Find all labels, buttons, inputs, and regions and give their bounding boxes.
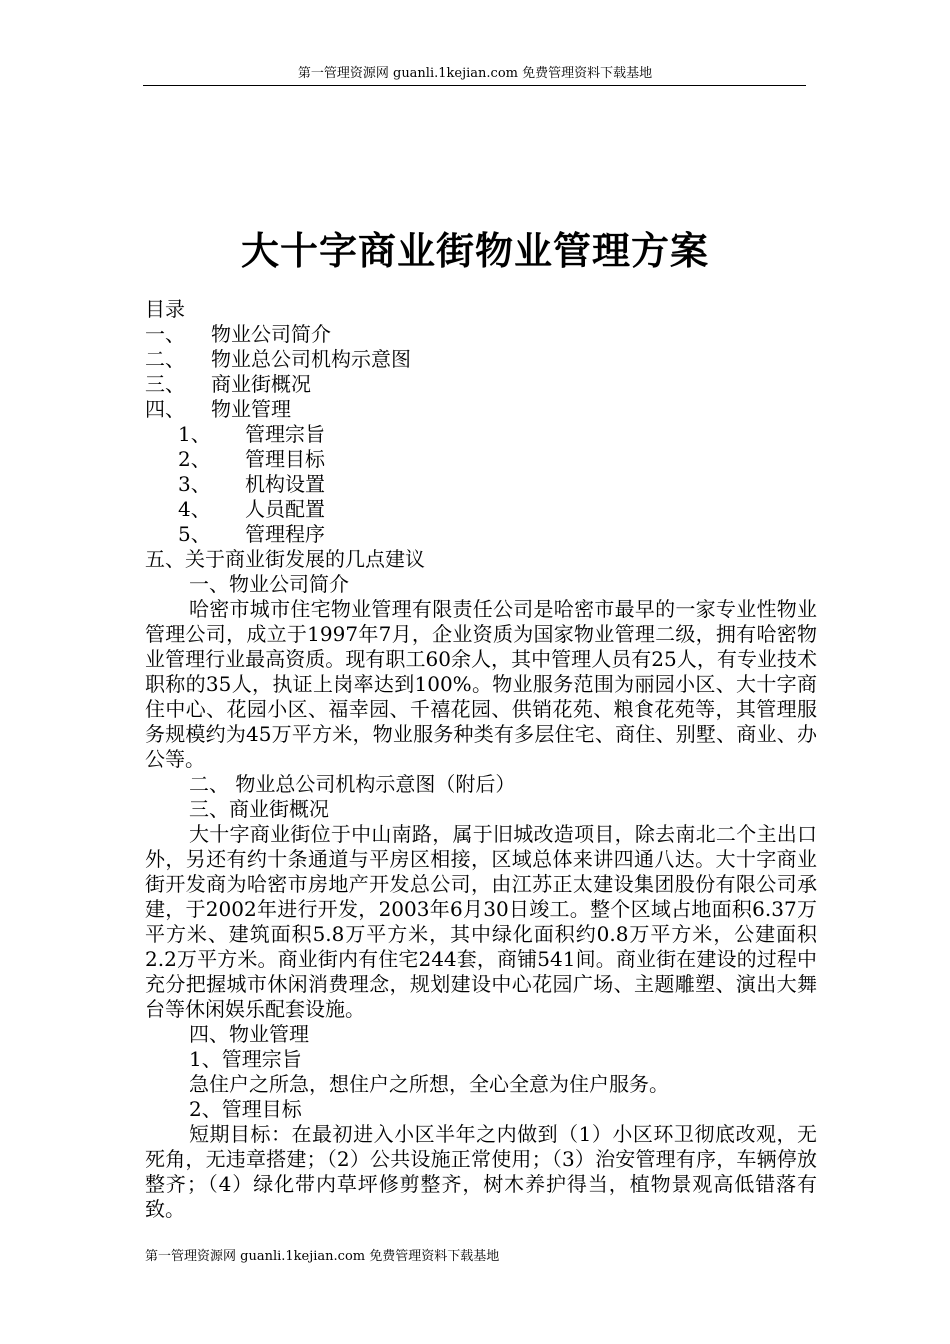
toc-subitem-text: 管理目标 <box>245 447 325 471</box>
toc-subitem-number: 4、 <box>178 497 211 521</box>
toc-item-number: 三、 <box>145 372 185 396</box>
toc-item <box>145 322 817 347</box>
page-header: 第一管理资源网 guanli.1kejian.com 免费管理资料下载基地 <box>297 66 653 81</box>
toc-subitem <box>145 497 817 522</box>
toc-item-number: 一、 <box>145 322 185 346</box>
paragraph-short-term-goals: 短期目标：在最初进入小区半年之内做到（1）小区环卫彻底改观，无死角，无违章搭建；（2）公共设施正常使用；（3）治安管理有序，车辆停放整齐；（4）绿化带内草坪修剪整齐，树木养护得当，植物景观高低错落有致。 <box>145 1122 817 1221</box>
toc-subitem-text: 管理程序 <box>245 522 325 546</box>
document-body <box>145 297 817 1222</box>
toc-item-text: 物业管理 <box>211 397 291 421</box>
toc-subitem-text: 机构设置 <box>245 472 325 496</box>
toc-subitem-number: 1、 <box>178 422 211 446</box>
toc-subitem-text: 人员配置 <box>245 497 325 521</box>
toc-item <box>145 372 817 397</box>
toc-subitem <box>145 422 817 447</box>
toc-title: 目录 <box>145 297 185 321</box>
toc-subitem-number: 5、 <box>178 522 211 546</box>
subsection-heading-purpose: 1、管理宗旨 <box>189 1047 302 1071</box>
page-footer: 第一管理资源网 guanli.1kejian.com 免费管理资料下载基地 <box>145 1249 500 1264</box>
toc-subitem <box>145 447 817 472</box>
toc-subitem <box>145 522 817 547</box>
toc-item-text: 物业总公司机构示意图 <box>211 347 411 371</box>
toc-item <box>145 347 817 372</box>
toc-subitem-number: 3、 <box>178 472 211 496</box>
section-heading-org-chart: 二、 物业总公司机构示意图（附后） <box>189 772 516 796</box>
section-heading-street-overview: 三、商业街概况 <box>189 797 329 821</box>
paragraph-street-overview: 大十字商业街位于中山南路，属于旧城改造项目，除去南北二个主出口外，另还有约十条通道与平房区相接，区域总体来讲四通八达。大十字商业街开发商为哈密市房地产开发总公司，由江苏正太建设集团股份有限公司承建，于2002年进行开发，2003年6月30日竣工。整个区域占地面积6.37万平方米、建筑面积5.8万平方米，其中绿化面积约0.8万平方米，公建面积2.2万平方米。商业街内有住宅244套，商铺541间。商业街在建设的过程中充分把握城市休闲消费理念，规划建设中心花园广场、主题雕塑、演出大舞台等休闲娱乐配套设施。 <box>145 822 817 1021</box>
section-heading-property-management: 四、物业管理 <box>189 1022 309 1046</box>
paragraph-purpose: 急住户之所急，想住户之所想，全心全意为住户服务。 <box>189 1072 669 1096</box>
toc-subitem-number: 2、 <box>178 447 211 471</box>
toc-subitem <box>145 472 817 497</box>
toc-item-text: 物业公司简介 <box>211 322 331 346</box>
section-heading-company: 一、物业公司简介 <box>189 572 349 596</box>
toc-item-number: 四、 <box>145 397 185 421</box>
toc-item <box>145 397 817 422</box>
paragraph-company-intro: 哈密市城市住宅物业管理有限责任公司是哈密市最早的一家专业性物业管理公司，成立于1997年7月，企业资质为国家物业管理二级，拥有哈密物业管理行业最高资质。现有职工60余人，其中管理人员有25人，有专业技术职称的35人，执证上岗率达到100%。物业服务范围为丽园小区、大十字商住中心、花园小区、福幸园、千禧花园、供销花苑、粮食花苑等，其管理服务规模约为45万平方米，物业服务种类有多层住宅、商住、别墅、商业、办公等。 <box>145 597 817 771</box>
header-divider <box>143 85 806 86</box>
toc-item-text: 商业街概况 <box>211 372 311 396</box>
subsection-heading-goals: 2、管理目标 <box>189 1097 302 1121</box>
toc-item-number: 二、 <box>145 347 185 371</box>
toc-item-last: 五、关于商业街发展的几点建议 <box>145 547 425 571</box>
document-title: 大十字商业街物业管理方案 <box>240 228 709 273</box>
toc-subitem-text: 管理宗旨 <box>245 422 325 446</box>
